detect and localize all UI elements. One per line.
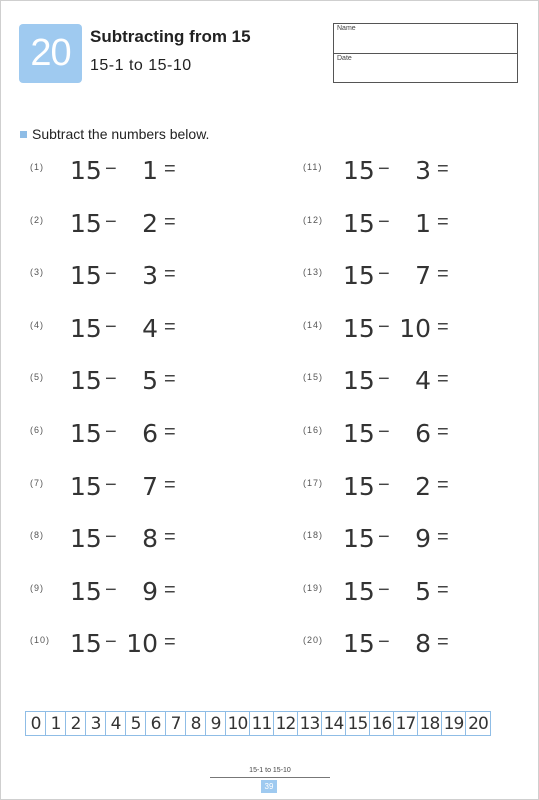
number-line-cell: 9 — [206, 712, 226, 735]
subtrahend: 4 — [142, 313, 158, 343]
equals-sign: = — [437, 368, 449, 391]
equals-sign: = — [164, 315, 176, 338]
answer-space[interactable] — [455, 577, 525, 607]
problem-row — [303, 366, 533, 419]
answer-space[interactable] — [455, 472, 525, 502]
subtrahend: 3 — [415, 156, 431, 185]
problem-number: (9) — [30, 582, 44, 593]
minus-sign: − — [105, 526, 117, 549]
problem-row — [303, 419, 533, 472]
problem-number: (11) — [303, 162, 323, 172]
answer-space[interactable] — [182, 419, 252, 449]
problem-number: (10) — [30, 635, 51, 646]
minus-sign: − — [378, 578, 390, 601]
problem-row — [303, 156, 533, 209]
minus-sign: − — [378, 263, 390, 286]
answer-space[interactable] — [182, 629, 252, 659]
problem-row — [30, 261, 260, 314]
number-line-cell: 17 — [394, 712, 418, 735]
equals-sign: = — [437, 578, 449, 601]
subtrahend: 2 — [142, 208, 158, 238]
subtrahend: 5 — [142, 366, 158, 396]
problem-number: (19) — [303, 582, 324, 593]
minuend: 15 — [343, 418, 375, 448]
equals-sign: = — [437, 315, 449, 338]
number-line-cell: 5 — [126, 712, 146, 735]
minus-sign: − — [378, 315, 390, 338]
minus-sign: − — [105, 473, 117, 496]
problem-number: (5) — [30, 372, 44, 383]
equals-sign: = — [164, 368, 176, 391]
number-line-cell: 1 — [46, 712, 66, 735]
answer-space[interactable] — [455, 629, 525, 659]
equals-sign: = — [437, 210, 449, 233]
page-number: 39 — [261, 780, 277, 793]
minus-sign: − — [378, 158, 390, 180]
number-line-cell: 3 — [86, 712, 106, 735]
equals-sign: = — [164, 210, 176, 233]
subtrahend: 6 — [142, 418, 158, 448]
minuend: 15 — [70, 261, 102, 291]
minus-sign: − — [378, 526, 390, 549]
minus-sign: − — [105, 315, 117, 338]
problem-row — [30, 524, 260, 577]
equals-sign: = — [437, 158, 449, 180]
minuend: 15 — [343, 471, 375, 501]
minus-sign: − — [378, 210, 390, 233]
problem-row — [30, 472, 260, 525]
minuend: 15 — [70, 418, 102, 448]
minus-sign: − — [105, 578, 117, 601]
number-line-cell: 0 — [26, 712, 46, 735]
number-line-cell: 16 — [370, 712, 394, 735]
problem-column-left — [30, 156, 260, 682]
minus-sign: − — [378, 420, 390, 443]
number-line-cell: 12 — [274, 712, 298, 735]
equals-sign: = — [164, 473, 176, 496]
problem-row — [303, 629, 533, 682]
minuend: 15 — [70, 313, 102, 343]
equals-sign: = — [437, 631, 449, 654]
number-line-cell: 15 — [346, 712, 370, 735]
problem-number: (15) — [303, 372, 324, 383]
answer-space[interactable] — [455, 419, 525, 449]
minuend: 15 — [343, 261, 375, 291]
minuend: 15 — [343, 524, 375, 554]
subtrahend: 10 — [126, 629, 158, 659]
worksheet-title: Subtracting from 15 — [90, 27, 251, 46]
number-line-cell: 8 — [186, 712, 206, 735]
equals-sign: = — [164, 578, 176, 601]
problem-number: (16) — [303, 424, 324, 435]
problem-row — [30, 156, 260, 209]
minuend: 15 — [343, 156, 375, 185]
subtrahend: 7 — [415, 261, 431, 291]
subtrahend: 9 — [142, 576, 158, 606]
footer-divider — [210, 777, 330, 778]
answer-space[interactable] — [182, 209, 252, 239]
minus-sign: − — [105, 210, 117, 233]
problem-number: (17) — [303, 477, 324, 488]
equals-sign: = — [164, 420, 176, 443]
problem-number: (7) — [30, 477, 44, 488]
minuend: 15 — [70, 629, 102, 659]
problem-row — [303, 209, 533, 262]
problem-column-right — [303, 156, 533, 682]
number-line-cell: 14 — [322, 712, 346, 735]
minus-sign: − — [105, 631, 117, 654]
problem-row — [30, 314, 260, 367]
minuend: 15 — [70, 524, 102, 554]
problem-row — [303, 472, 533, 525]
answer-space[interactable] — [182, 366, 252, 396]
subtrahend: 1 — [142, 156, 158, 185]
minus-sign: − — [378, 368, 390, 391]
bullet-square-icon — [20, 131, 27, 138]
equals-sign: = — [164, 263, 176, 286]
problem-row — [303, 577, 533, 630]
subtrahend: 9 — [415, 524, 431, 554]
answer-space[interactable] — [182, 314, 252, 344]
date-field[interactable] — [334, 53, 517, 82]
problem-row — [303, 524, 533, 577]
subtrahend: 8 — [142, 524, 158, 554]
problem-number: (13) — [303, 267, 324, 278]
number-line-cell: 7 — [166, 712, 186, 735]
answer-space[interactable] — [182, 261, 252, 291]
number-line-cell: 4 — [106, 712, 126, 735]
minuend: 15 — [343, 366, 375, 396]
answer-space[interactable] — [182, 156, 252, 186]
minuend: 15 — [70, 366, 102, 396]
subtrahend: 8 — [415, 629, 431, 659]
minus-sign: − — [378, 631, 390, 654]
problem-row — [30, 577, 260, 630]
problem-number: (2) — [30, 214, 44, 225]
answer-space[interactable] — [455, 314, 525, 344]
problem-number: (1) — [30, 162, 44, 172]
instruction — [20, 126, 209, 142]
equals-sign: = — [437, 263, 449, 286]
minuend: 15 — [70, 576, 102, 606]
answer-space[interactable] — [455, 209, 525, 239]
answer-space[interactable] — [182, 472, 252, 502]
date-label: Date — [337, 55, 352, 62]
name-label: Name — [337, 25, 356, 32]
equals-sign: = — [164, 631, 176, 654]
problem-row — [303, 261, 533, 314]
number-line-cell: 11 — [250, 712, 274, 735]
minuend: 15 — [70, 156, 102, 185]
name-field[interactable] — [334, 24, 517, 53]
number-line — [25, 711, 491, 736]
equals-sign: = — [437, 473, 449, 496]
answer-space[interactable] — [455, 156, 525, 186]
subtrahend: 5 — [415, 576, 431, 606]
minuend: 15 — [70, 471, 102, 501]
answer-space[interactable] — [455, 261, 525, 291]
problem-number: (3) — [30, 267, 44, 278]
lesson-number-badge: 20 — [19, 24, 82, 83]
minus-sign: − — [105, 368, 117, 391]
minuend: 15 — [343, 629, 375, 659]
answer-space[interactable] — [182, 524, 252, 554]
equals-sign: = — [437, 526, 449, 549]
problem-number: (18) — [303, 530, 324, 541]
minus-sign: − — [105, 263, 117, 286]
problem-number: (20) — [303, 635, 324, 646]
subtrahend: 10 — [399, 313, 431, 343]
subtrahend: 7 — [142, 471, 158, 501]
equals-sign: = — [164, 158, 176, 180]
minuend: 15 — [343, 576, 375, 606]
problem-row — [30, 366, 260, 419]
problem-row — [30, 419, 260, 472]
name-date-box — [333, 23, 518, 83]
equals-sign: = — [164, 526, 176, 549]
problem-number: (4) — [30, 319, 44, 330]
answer-space[interactable] — [455, 524, 525, 554]
problem-number: (6) — [30, 424, 44, 435]
minus-sign: − — [105, 420, 117, 443]
subtrahend: 4 — [415, 366, 431, 396]
subtrahend: 3 — [142, 261, 158, 291]
worksheet-subtitle: 15-1 to 15-10 — [90, 57, 192, 74]
problem-row — [30, 629, 260, 682]
subtrahend: 2 — [415, 471, 431, 501]
minuend: 15 — [343, 313, 375, 343]
minuend: 15 — [343, 208, 375, 238]
instruction-text: Subtract the numbers below. — [32, 126, 210, 142]
subtrahend: 6 — [415, 418, 431, 448]
number-line-cell: 2 — [66, 712, 86, 735]
number-line-cell: 20 — [468, 713, 488, 734]
problem-number: (14) — [303, 319, 324, 330]
minus-sign: − — [378, 473, 390, 496]
subtrahend: 1 — [415, 208, 431, 238]
number-line-cell: 6 — [146, 712, 166, 735]
equals-sign: = — [437, 420, 449, 443]
number-line-cell: 13 — [298, 712, 322, 735]
problem-number: (8) — [30, 530, 44, 541]
answer-space[interactable] — [182, 577, 252, 607]
number-line-cell: 18 — [418, 712, 442, 735]
number-line-cell: 10 — [226, 712, 250, 735]
answer-space[interactable] — [455, 366, 525, 396]
number-line-cell: 19 — [442, 712, 466, 735]
problem-number: (12) — [303, 214, 324, 225]
problem-row — [303, 314, 533, 367]
problem-row — [30, 209, 260, 262]
footer-range: 15-1 to 15-10 — [249, 767, 291, 774]
minus-sign: − — [105, 158, 117, 180]
minuend: 15 — [70, 208, 102, 238]
